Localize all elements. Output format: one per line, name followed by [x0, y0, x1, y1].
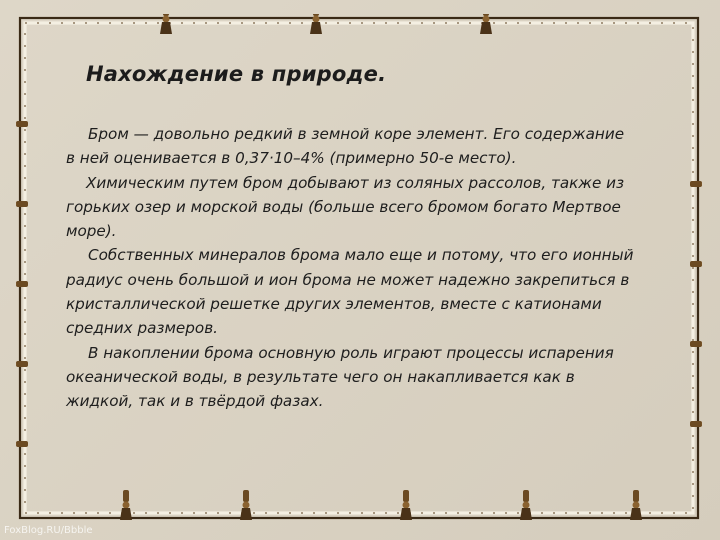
tassel-icon: [120, 490, 132, 520]
paragraph-2: Химическим путем бром добывают из соляных рассолов, также из горьких озер и морской воды (больше всего бромом богато Мертвое море).: [66, 173, 625, 241]
tassel-icon: [240, 490, 252, 520]
watermark: FoxBlog.RU/Bbble: [4, 525, 93, 536]
body-text: [66, 122, 636, 414]
paragraph-1: Бром — довольно редкий в земной коре элемент. Его содержание в ней оценивается в 0,37·10–4% (примерно 50-е место).: [66, 125, 625, 168]
paragraph-4: В накоплении брома основную роль играют процессы испарения океанической воды, в результате чего он накапливается как в жидкой, так и в твёрдой фазах.: [66, 343, 614, 411]
tassel-icon: [630, 490, 642, 520]
tassel-icon: [400, 490, 412, 520]
slide-title: Нахождение в природе.: [86, 62, 387, 86]
paragraph-3: Собственных минералов брома мало еще и потому, что его ионный радиус очень большой и ион брома не может надежно закрепиться в кристаллической решетке других элементов, вместе с катионами средних размеров.: [66, 246, 634, 338]
tassel-icon: [520, 490, 532, 520]
